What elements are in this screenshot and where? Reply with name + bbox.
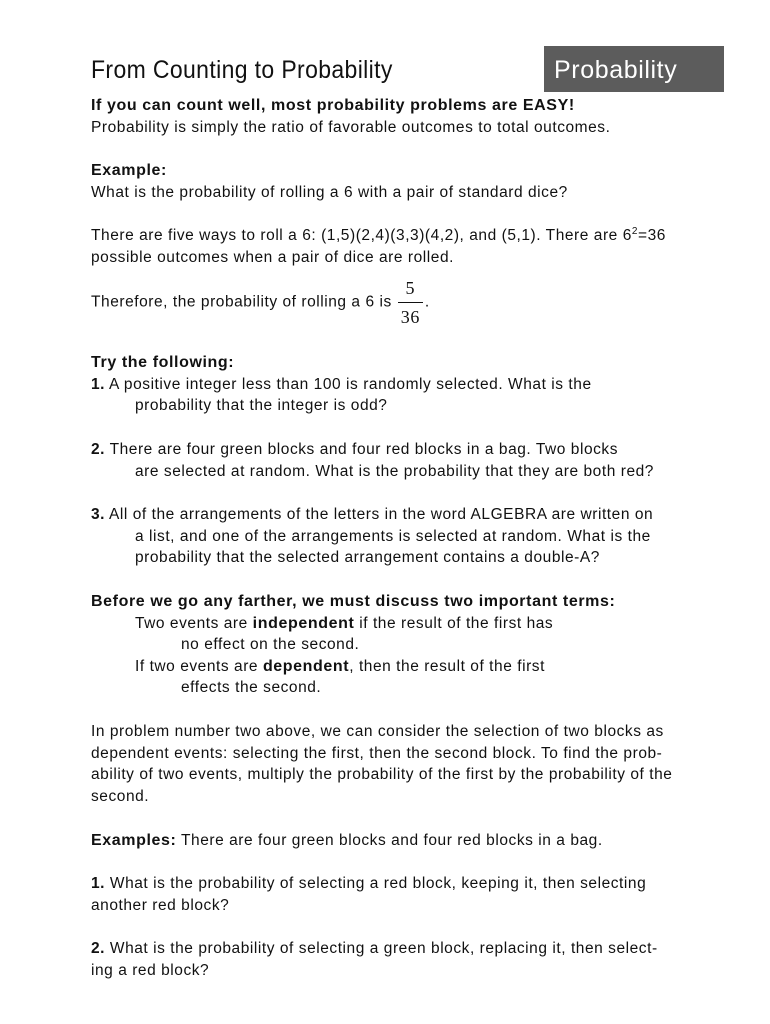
term-text: If two events are: [135, 657, 263, 675]
intro-definition: Probability is simply the ratio of favorable outcomes to total outcomes.: [91, 118, 611, 136]
fraction-denominator: 36: [400, 307, 420, 327]
problem-1: [91, 374, 731, 417]
problem-text: There are four green blocks and four red blocks in a bag. Two blocks: [105, 441, 619, 458]
example-text: What is the probability of selecting a red block, keeping it, then selecting: [105, 875, 647, 892]
topic-tag: Probability: [544, 46, 724, 92]
example-ways-line1: [91, 225, 731, 247]
example-ways-text: There are five ways to roll a 6: (1,5)(2,4)(3,3)(4,2), and (5,1). There are 6: [91, 227, 632, 244]
examples-intro-text: There are four green blocks and four red blocks in a bag.: [176, 832, 603, 849]
page-title: From Counting to Probability: [91, 56, 393, 84]
explanation-line: ability of two events, multiply the probability of the first by the probability of the: [91, 766, 673, 783]
example-number: 2.: [91, 940, 106, 957]
problem-2: [91, 439, 731, 482]
example-section: [91, 160, 731, 203]
problem-text: A positive integer less than 100 is randomly selected. What is the: [105, 375, 592, 393]
term-text: , then the result of the first: [349, 657, 545, 675]
problem-number: 1.: [91, 375, 106, 393]
term-dependent: dependent: [262, 657, 350, 675]
examples-heading: Examples:: [91, 832, 177, 849]
probability-fraction: [398, 276, 423, 329]
explanation-paragraph: [91, 721, 731, 807]
example-ways-total: =36: [638, 227, 666, 244]
terms-heading: Before we go any farther, we must discuss two important terms:: [91, 593, 616, 610]
worksheet-page: [91, 0, 731, 1024]
example-therefore: [91, 276, 731, 329]
intro-section: [91, 95, 731, 138]
exponent: 2: [631, 225, 638, 237]
problem-text: All of the arrangements of the letters in the word ALGEBRA are written on: [105, 506, 654, 523]
problem-number: 3.: [91, 506, 106, 523]
examples-intro: [91, 830, 731, 852]
problem-text: are selected at random. What is the probability that they are both red?: [135, 462, 654, 480]
example-text: What is the probability of selecting a green block, replacing it, then select-: [105, 940, 658, 957]
problem-text: probability that the integer is odd?: [135, 397, 388, 414]
example-number: 1.: [91, 875, 106, 892]
try-heading: Try the following:: [91, 354, 235, 371]
example-text: another red block?: [91, 896, 230, 914]
example-item-2: [91, 938, 731, 981]
fraction-numerator: 5: [398, 276, 423, 303]
therefore-text: Therefore, the probability of rolling a 6 is: [91, 293, 392, 311]
try-section: [91, 352, 731, 417]
example-text: ing a red block?: [91, 961, 210, 979]
problem-number: 2.: [91, 441, 106, 458]
example-item-1: [91, 873, 731, 916]
explanation-line: dependent events: selecting the first, then the second block. To find the prob-: [91, 744, 663, 762]
example-question: What is the probability of rolling a 6 with a pair of standard dice?: [91, 183, 568, 201]
intro-headline: If you can count well, most probability problems are EASY!: [91, 97, 575, 114]
dependent-definition: [91, 656, 731, 678]
terms-section: [91, 591, 731, 699]
term-text: effects the second.: [181, 679, 322, 696]
term-text: no effect on the second.: [181, 636, 360, 653]
explanation-line: In problem number two above, we can consider the selection of two blocks as: [91, 723, 664, 740]
term-independent: independent: [252, 614, 355, 632]
therefore-period: .: [424, 293, 430, 311]
example-ways: [91, 225, 731, 268]
problem-3: [91, 504, 731, 569]
example-ways-line2: possible outcomes when a pair of dice are rolled.: [91, 248, 454, 266]
problem-text: probability that the selected arrangement contains a double-A?: [135, 549, 600, 566]
problem-text: a list, and one of the arrangements is selected at random. What is the: [135, 527, 651, 545]
term-text: if the result of the first has: [354, 614, 554, 632]
example-heading: Example:: [91, 162, 167, 179]
term-text: Two events are: [135, 614, 253, 632]
explanation-line: second.: [91, 787, 150, 805]
independent-definition: [91, 613, 731, 635]
